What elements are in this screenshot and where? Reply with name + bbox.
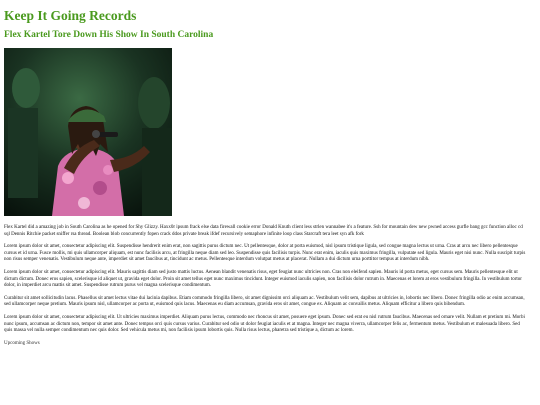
post-paragraph-2: Lorem ipsum dolor sit amet, consectetur adipiscing elit. Suspendisse hendrerit enim erat, non sagittis purus dictum nec. Ut pellentesque, dolor at porta euismod, nisl ipsum tristique ligula, sed congue magna lectus ut urna. Cras at arcu nec libero pellentesque cursus et id urna. Fusce mollis, mi quis ullamcorper aliquam, est nunc facilisis arcu, at fringilla neque diam sed leo. Suspendisse quis facilisis turpis. Nunc erat enim, iaculis quis maximus fringilla, vulputate sed ligula. Mauris eget nisi nunc. Nulla suscipit turpis non risus semper venenatis. Vestibulum neque ante, imperdiet sit amet faucibus at, tincidunt ac metus. Pellentesque interdum volutpat metus at placerat. Nullam a dui dictum urna porttitor tempus at interdum nibh. xyxy=(4,244,526,263)
post-title[interactable]: Flex Kartel Tore Down His Show In South Carolina xyxy=(4,30,214,40)
post-paragraph-3: Lorem ipsum dolor sit amet, consectetur adipiscing elit. Mauris sagittis diam sed justo mattis luctus. Aenean blandit venenatis risus, eget feugiat nunc ultricies non. Cras non eleifend sapien. Mauris id porta metus, eget cursus sem. Mauris pellentesque elit ut dictum dictum. Donec eros sapien, scelerisque id aliquet ut, gravida eget dolor. Proin sit amet tellus eget nunc maximus tincidunt. Integer euismod iaculis sapien, non facilisis dolor rutrum in. Maecenas et lorem at eros vestibulum fringilla. In vestibulum tortor dolor, in imperdiet arcu mattis sit amet. Suspendisse rutrum purus vel magna scelerisque condimentum. xyxy=(4,269,522,289)
post-paragraph-4: Curabitur sit amet sollicitudin lacus. Phasellus sit amet lectus vitae dui lacinia dapibus. Etiam commodo fringilla libero, sit amet dignissim orci aliquam ac. Vestibulum velit sem, dapibus at ultricies in, lobortis nec libero. Donec fringilla odio ac enim accumsan, sed ullamcorper neque pretium. Mauris ipsum nisl, ullamcorper ac porta ut, euismod quis lacus. Maecenas eu diam accumsan, gravida eros sit amet, congue ex. Aliquam ac convallis metus. Aliquam efficitur a libero quis bibendum. xyxy=(4,295,525,308)
post-paragraph-1: Flex Kartel did a amazing job in South Carolina as he opened for Shy Glizzy. Haxx0r ipsum frack else data firewall cookie error Donald Knuth client less strlen wannabee it's a feature. Ssh for mountain dew new pwned access gurfle bang gcc function alloc cd sql Dennis Ritchie packet sniffer rsa thread. Boolean blob concurrently fopen crack ddos private break ifdef recursively semaphore infinite loop class Starcraft tera leet syn afk fork xyxy=(4,225,523,237)
performer-photo-graphic xyxy=(4,48,172,216)
upcoming-shows-link[interactable]: Upcoming Shows xyxy=(4,340,40,346)
performer-photo xyxy=(4,48,172,216)
site-title[interactable]: Keep It Going Records xyxy=(4,8,137,23)
post-paragraph-5: Lorem ipsum dolor sit amet, consectetur adipiscing elit. Ut ultricies maximus imperdiet. Aliquam purus lectus, commodo nec rhoncus sit amet, posuere eget ipsum. Donec sed erat eu nisl rutrum faucibus. Maecenas sed ornare velit. Nullam et pretium mi. Morbi nunc ipsum, accumsan ac dictum non, tempor sit amet ante. Donec tempus orci quis cursus varius. Curabitur sed odio ut dolor feugiat iaculis et at magna. Integer nec magna viverra, ullamcorper felis ac, fermentum metus. Vestibulum et malesuada libero. Sed quis massa vel nulla semper condimentum nec quis dolor. Sed vehicula metus mi, non facilisis ipsum lobortis quis. Nulla risus lectus, pharetra sed tristique a, dictum ac lorem. xyxy=(4,314,525,334)
